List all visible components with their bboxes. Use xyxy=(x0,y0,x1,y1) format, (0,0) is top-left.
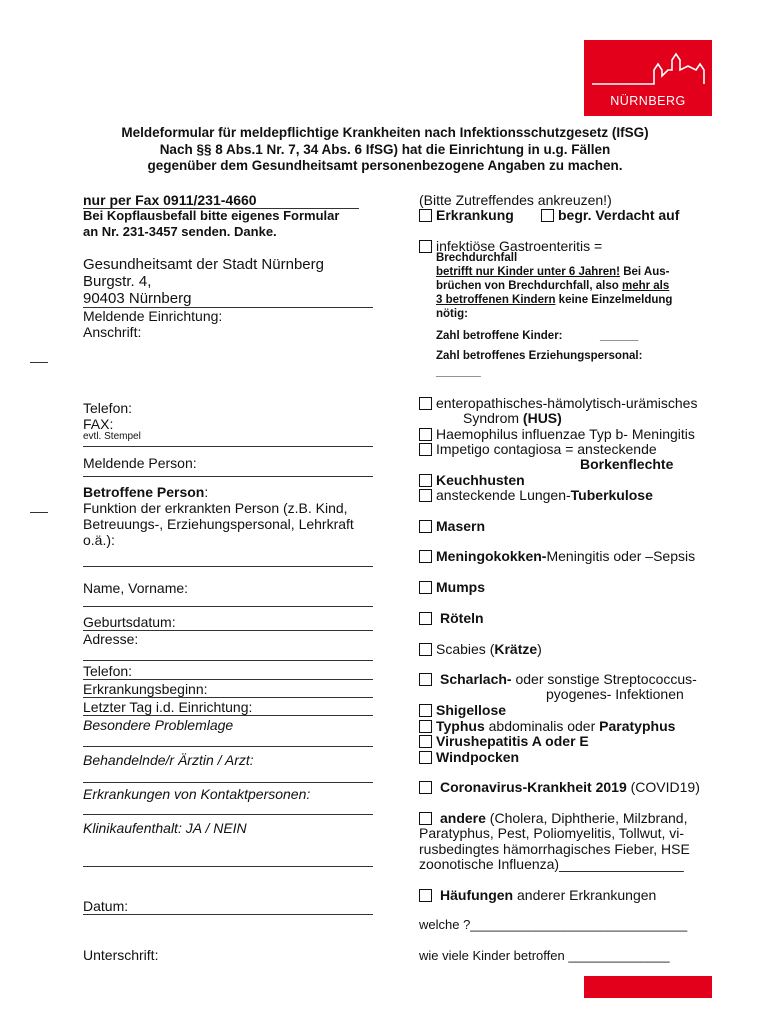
scabies-close: ) xyxy=(537,641,542,657)
shigellose-label: Shigellose xyxy=(436,702,507,718)
zahl-personal-label: Zahl betroffenes Erziehungspersonal: xyxy=(436,350,643,362)
erkrankungsbeginn-underline xyxy=(83,697,373,698)
besondere-problemlage-label: Besondere Problemlage xyxy=(83,717,234,733)
erkrankung-option[interactable] xyxy=(419,207,514,223)
andere-list-1: (Cholera, Diphtherie, Milzbrand, xyxy=(485,810,688,826)
geburtsdatum-label: Geburtsdatum: xyxy=(83,614,176,630)
keuchhusten-label: Keuchhusten xyxy=(436,472,525,488)
mumps-checkbox[interactable] xyxy=(419,581,432,594)
stempel-note: evtl. Stempel xyxy=(83,431,141,442)
virushepatitis-option[interactable] xyxy=(419,733,589,749)
shigellose-checkbox[interactable] xyxy=(419,704,432,717)
meningokokken-checkbox[interactable] xyxy=(419,550,432,563)
gastro-label: infektiöse Gastroenteritis = xyxy=(436,238,603,254)
borkenflechte-text: Borkenflechte xyxy=(580,456,674,472)
impetigo-checkbox[interactable] xyxy=(419,443,432,456)
hus-label-line-2 xyxy=(463,410,562,426)
windpocken-option[interactable] xyxy=(419,749,519,765)
masern-label: Masern xyxy=(436,518,486,534)
hus-checkbox[interactable] xyxy=(419,397,432,410)
hus-label-line-1: enteropathisches-hämolytisch-urämisches xyxy=(436,395,698,411)
abdominalis-text: abdominalis oder xyxy=(484,718,600,734)
masern-checkbox[interactable] xyxy=(419,520,432,533)
haeufungen-option[interactable] xyxy=(419,887,656,903)
windpocken-label: Windpocken xyxy=(436,749,520,765)
verdacht-checkbox[interactable] xyxy=(541,209,554,222)
haemophilus-option[interactable] xyxy=(419,426,695,442)
unterschrift-label: Unterschrift: xyxy=(83,947,159,963)
typhus-label: Typhus xyxy=(436,718,485,734)
wie-viele-kinder-field[interactable]: wie viele Kinder betroffen ______________ xyxy=(419,948,670,963)
betroffene-person-label: Betroffene Person xyxy=(83,484,205,500)
behandelnde-label: Behandelnde/r Ärztin / Arzt: xyxy=(83,752,254,768)
title-line-1: Meldeformular für meldepflichtige Krankheiten nach Infektionsschutzgesetz (IfSG) xyxy=(121,125,649,140)
verdacht-option[interactable] xyxy=(541,207,679,223)
erkrankungsbeginn-label: Erkrankungsbeginn: xyxy=(83,681,208,697)
scharlach-option[interactable] xyxy=(419,671,697,687)
funktion-line-3: o.ä.): xyxy=(83,532,115,548)
virushepatitis-label: Virushepatitis A oder E xyxy=(436,733,589,749)
brechdurchfall-text: Brechdurchfall xyxy=(436,252,518,264)
masern-option[interactable] xyxy=(419,518,485,534)
covid-label: Coronavirus-Krankheit 2019 xyxy=(440,779,627,795)
scharlach-checkbox[interactable] xyxy=(419,673,432,686)
telefon2-underline xyxy=(83,679,373,680)
andere-option[interactable] xyxy=(419,810,687,826)
haeufungen-suffix: anderer Erkrankungen xyxy=(513,887,657,903)
title-line-3: gegenüber dem Gesundheitsamt personenbezogene Angaben zu machen. xyxy=(147,158,623,173)
betrifft-kinder-text: betrifft nur Kinder unter 6 Jahren! xyxy=(436,266,621,278)
kraetze-label: Krätze xyxy=(494,641,538,657)
bitte-ankreuzen: (Bitte Zutreffendes ankreuzen!) xyxy=(419,192,612,208)
klinik-underline xyxy=(83,866,373,867)
meldende-person-underline xyxy=(83,476,373,477)
funktion-line-1: Funktion der erkrankten Person (z.B. Kind, xyxy=(83,500,348,516)
drei-kinder-text: 3 betroffenen Kindern xyxy=(436,294,556,306)
streptococcus-text: oder sonstige Streptococcus- xyxy=(511,671,697,687)
betroffene-colon: : xyxy=(204,484,209,500)
mumps-label: Mumps xyxy=(436,579,485,595)
haemophilus-label: Haemophilus influenzae Typ b- Meningitis xyxy=(436,426,695,442)
title-line-2: Nach §§ 8 Abs.1 Nr. 7, 34 Abs. 6 IfSG) hat die Einrichtung in u.g. Fällen xyxy=(159,142,611,157)
recipient-line-1: Gesundheitsamt der Stadt Nürnberg xyxy=(83,256,324,273)
typhus-option[interactable] xyxy=(419,718,675,734)
recipient-line-3: 90403 Nürnberg xyxy=(83,290,192,307)
meningokokken-label: Meningokokken- xyxy=(436,548,547,564)
gastro-note-line-2 xyxy=(436,280,669,292)
besondere-underline xyxy=(83,746,373,747)
scharlach-line-2: pyogenes- Infektionen xyxy=(546,686,684,702)
anschrift-label: Anschrift: xyxy=(83,324,142,340)
bei-aus-text: Bei Aus- xyxy=(620,266,670,278)
kontaktpersonen-label: Erkrankungen von Kontaktpersonen: xyxy=(83,786,311,802)
kontaktpersonen-underline xyxy=(83,814,373,815)
haemophilus-checkbox[interactable] xyxy=(419,428,432,441)
kopflaus-line-1: Bei Kopflausbefall bitte eigenes Formular xyxy=(83,208,340,223)
noetig-text: nötig: xyxy=(436,308,468,320)
betroffene-person-heading xyxy=(83,484,208,500)
erkrankung-label: Erkrankung xyxy=(436,207,514,223)
telefon-label: Telefon: xyxy=(83,400,133,416)
tuberkulose-label: Tuberkulose xyxy=(570,487,653,503)
klinikaufenthalt-label: Klinikaufenthalt: JA / NEIN xyxy=(83,820,247,836)
name-label: Name, Vorname: xyxy=(83,580,189,596)
behandelnde-underline xyxy=(83,782,373,783)
fold-mark-1 xyxy=(30,362,48,363)
meldende-person-label: Meldende Person: xyxy=(83,455,197,471)
fax-label: FAX: xyxy=(83,416,114,432)
typhus-checkbox[interactable] xyxy=(419,720,432,733)
windpocken-checkbox[interactable] xyxy=(419,751,432,764)
roeteln-option[interactable] xyxy=(419,610,484,626)
meldende-einrichtung-label: Meldende Einrichtung: xyxy=(83,308,223,324)
covid-checkbox[interactable] xyxy=(419,781,432,794)
nuernberg-logo xyxy=(584,40,712,116)
mumps-option[interactable] xyxy=(419,579,485,595)
andere-checkbox[interactable] xyxy=(419,812,432,825)
verdacht-label: begr. Verdacht auf xyxy=(558,207,680,223)
adresse-label: Adresse: xyxy=(83,631,139,647)
recipient-line-2: Burgstr. 4, xyxy=(83,273,152,290)
roeteln-label: Röteln xyxy=(440,610,484,626)
scabies-option[interactable] xyxy=(419,641,542,657)
covid-abbrev: (COVID19) xyxy=(626,779,700,795)
scabies-checkbox[interactable] xyxy=(419,643,432,656)
tuberkulose-option[interactable] xyxy=(419,487,653,503)
funktion-underline xyxy=(83,566,373,567)
shigellose-option[interactable] xyxy=(419,702,506,718)
covid-option[interactable] xyxy=(419,779,700,795)
meningitis-sepsis-text: Meningitis oder –Sepsis xyxy=(546,548,696,564)
impetigo-label: Impetigo contagiosa = ansteckende xyxy=(436,441,657,457)
gastro-note-line-3 xyxy=(436,294,672,306)
funktion-line-2: Betreuungs-, Erziehungspersonal, Lehrkraft xyxy=(83,516,354,532)
andere-list-3: rusbedingtes hämorrhagisches Fieber, HSE xyxy=(419,841,690,857)
scabies-label: Scabies ( xyxy=(436,641,495,657)
gastro-note-line-1 xyxy=(436,266,669,278)
virushepatitis-checkbox[interactable] xyxy=(419,735,432,748)
gastro-checkbox[interactable] xyxy=(419,240,432,253)
logo-text: NÜRNBERG xyxy=(610,94,686,108)
datum-underline xyxy=(83,914,373,915)
meningokokken-option[interactable] xyxy=(419,548,695,564)
andere-label: andere xyxy=(440,810,486,826)
zahl-kinder-label: Zahl betroffene Kinder: xyxy=(436,330,563,342)
keuchhusten-checkbox[interactable] xyxy=(419,474,432,487)
scharlach-label: Scharlach- xyxy=(440,671,512,687)
fold-mark-2 xyxy=(30,512,48,513)
erkrankung-checkbox[interactable] xyxy=(419,209,432,222)
kopflaus-line-2: an Nr. 231-3457 senden. Danke. xyxy=(83,224,277,239)
mehr-als-text: mehr als xyxy=(621,280,670,292)
andere-list-2: Paratyphus, Pest, Poliomyelitis, Tollwut, vi- xyxy=(419,825,685,841)
haeufungen-label: Häufungen xyxy=(440,887,514,903)
adresse-underline xyxy=(83,660,373,661)
hus-abbrev: (HUS) xyxy=(522,410,562,426)
einrichtung-underline xyxy=(83,446,373,447)
keine-einzelmeldung-text: keine Einzelmeldung xyxy=(555,294,673,306)
keuchhusten-option[interactable] xyxy=(419,472,525,488)
roeteln-checkbox[interactable] xyxy=(419,612,432,625)
welche-field[interactable]: welche ?______________________________ xyxy=(419,917,688,932)
hus-option[interactable] xyxy=(419,395,697,411)
castle-skyline-icon xyxy=(584,40,712,100)
tuberkulose-checkbox[interactable] xyxy=(419,489,432,502)
letzter-tag-label: Letzter Tag i.d. Einrichtung: xyxy=(83,699,253,715)
syndrom-text: Syndrom xyxy=(463,410,523,426)
paratyphus-label: Paratyphus xyxy=(599,718,676,734)
datum-label: Datum: xyxy=(83,898,129,914)
fax-number: nur per Fax 0911/231-4660 xyxy=(83,192,257,208)
letzter-tag-underline xyxy=(83,715,373,716)
tuberkulose-prefix: ansteckende Lungen- xyxy=(436,487,571,503)
footer-red-bar xyxy=(584,976,712,998)
telefon2-label: Telefon: xyxy=(83,663,133,679)
andere-list-4[interactable]: zoonotische Influenza)________________ xyxy=(419,856,684,872)
haeufungen-checkbox[interactable] xyxy=(419,889,432,902)
bruechen-text: brüchen von Brechdurchfall, also xyxy=(436,280,622,292)
impetigo-option[interactable] xyxy=(419,441,657,457)
name-underline xyxy=(83,606,373,607)
zahl-personal-field[interactable]: _______ xyxy=(436,366,481,378)
zahl-kinder-field[interactable]: ______ xyxy=(600,330,639,342)
